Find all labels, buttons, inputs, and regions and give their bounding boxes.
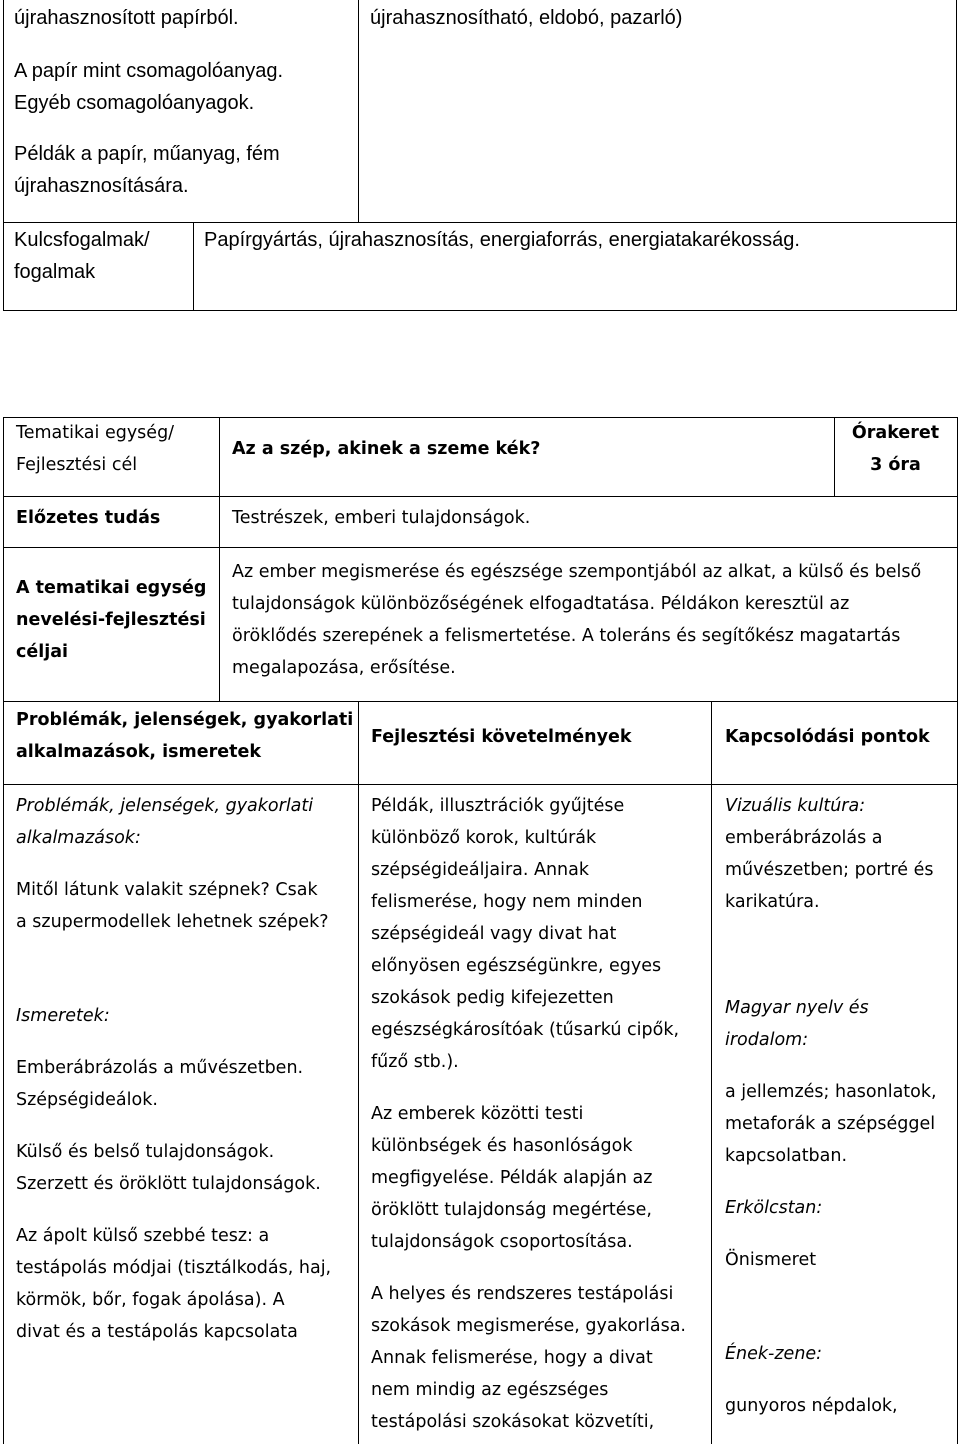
text-line: felismerése, hogy nem minden <box>371 892 643 912</box>
goals-label <box>16 572 206 668</box>
table-border <box>3 417 4 1444</box>
text-line: a szupermodellek lehetnek szépek? <box>16 912 329 932</box>
text-line: Erkölcstan: <box>725 1198 823 1218</box>
text-line: A papír mint csomagolóanyag. <box>14 60 284 82</box>
table-border <box>219 417 220 702</box>
table-border <box>358 0 359 222</box>
hours-value: 3 óra <box>870 455 921 475</box>
table-border <box>711 701 712 1444</box>
table-border <box>3 0 4 311</box>
text-line: gunyoros népdalok, <box>725 1396 898 1416</box>
text-line: szépségideáljaira. Annak <box>371 860 589 880</box>
col-header-problems <box>16 704 353 768</box>
text-line: Előzetes tudás <box>16 508 161 528</box>
packaging-text <box>14 55 283 119</box>
text-line: alkalmazások, ismeretek <box>16 742 261 762</box>
text-line: Annak felismerése, hogy a divat <box>371 1348 653 1368</box>
text-line: újrahasznosítható, eldobó, pazarló) <box>370 7 683 29</box>
text-line: egészségkárosítóak (tűsarkú cipők, <box>371 1020 680 1040</box>
text-line: testápolás módjai (tisztálkodás, haj, <box>16 1258 332 1278</box>
text-line: újrahasznosított papírból. <box>14 7 239 29</box>
text-line: újrahasznosítására. <box>14 175 189 197</box>
goals-text <box>232 556 921 684</box>
text-line: Mitől látunk valakit szépnek? Csak <box>16 880 318 900</box>
text-line: művészetben; portré és <box>725 860 934 880</box>
table-border <box>193 222 194 311</box>
text-line: Egyéb csomagolóanyagok. <box>14 92 255 114</box>
text-line: Szépségideálok. <box>16 1090 158 1110</box>
text-line: A helyes és rendszeres testápolási <box>371 1284 674 1304</box>
text-line: Testrészek, emberi tulajdonságok. <box>232 508 531 528</box>
knowledge-item-3 <box>16 1220 331 1348</box>
text-line: megfigyelése. Példák alapján az <box>371 1168 653 1188</box>
text-line: megalapozása, erősítése. <box>232 658 456 678</box>
music-text <box>725 1390 937 1422</box>
text-line: irodalom: <box>725 1030 809 1050</box>
col-header-connections <box>725 721 930 753</box>
requirement-paragraph-3 <box>371 1278 686 1438</box>
requirement-paragraph-1 <box>371 790 686 1078</box>
text-line: testápolási szokásokat közvetíti, <box>371 1412 655 1432</box>
literature-heading <box>725 992 937 1056</box>
text-line: öröklődés szerepének a felismertetése. A toleráns és segítőkész magatartás <box>232 626 901 646</box>
text-line: Fejlesztési követelmények <box>371 727 632 747</box>
ethics-text <box>725 1244 937 1276</box>
text-line: tulajdonságok csoportosítása. <box>371 1232 633 1252</box>
ethics-heading <box>725 1192 937 1224</box>
col1-body <box>16 790 331 1348</box>
text-line: karikatúra. <box>725 892 820 912</box>
key-concepts-value <box>204 224 800 256</box>
problems-heading <box>16 790 331 854</box>
unit-title <box>232 433 540 465</box>
text-line: céljai <box>16 642 69 662</box>
hours-cell <box>834 417 957 481</box>
text-line: körmök, bőr, fogak ápolása). A <box>16 1290 285 1310</box>
text-line: Szerzett és öröklött tulajdonságok. <box>16 1174 321 1194</box>
unit-label <box>16 417 174 481</box>
text-line: fogalmak <box>14 261 96 283</box>
text-line: Magyar nyelv és <box>725 998 869 1018</box>
text-line: Tematikai egység/ <box>16 423 175 443</box>
text-line: szokások pedig kifejezetten <box>371 988 614 1008</box>
table-border <box>358 701 359 1444</box>
hours-label: Órakeret <box>851 423 940 443</box>
top-row1-left <box>14 2 239 34</box>
text-line: szokások megismerése, gyakorlása. <box>371 1316 686 1336</box>
table-border <box>3 547 958 548</box>
literature-text <box>725 1076 937 1172</box>
text-line: öröklött tulajdonság megértése, <box>371 1200 652 1220</box>
table-border <box>3 701 958 702</box>
text-line: nevelési-fejlesztési <box>16 610 206 630</box>
knowledge-item-2 <box>16 1136 331 1200</box>
text-line: Példák a papír, műanyag, fém <box>14 143 280 165</box>
text-line: Vizuális kultúra: <box>725 796 866 816</box>
top-row1-right <box>370 2 682 34</box>
table-border <box>3 222 957 223</box>
text-line: Az ember megismerése és egészsége szempontjából az alkat, a külső és belső <box>232 562 922 582</box>
knowledge-item-1 <box>16 1052 331 1116</box>
text-line: Példák, illusztrációk gyűjtése <box>371 796 625 816</box>
table-border <box>957 417 958 1444</box>
music-heading <box>725 1338 937 1370</box>
text-line: különböző korok, kultúrák <box>371 828 597 848</box>
visual-culture-heading <box>725 790 937 822</box>
text-line: Problémák, jelenségek, gyakorlati <box>16 796 314 816</box>
text-line: A tematikai egység <box>16 578 207 598</box>
knowledge-heading <box>16 1000 331 1032</box>
text-line: alkalmazások: <box>16 828 141 848</box>
text-line: tulajdonságok különbözőségének elfogadtatása. Példákon keresztül az <box>232 594 850 614</box>
prior-knowledge-label <box>16 502 160 534</box>
text-line: Az emberek közötti testi <box>371 1104 584 1124</box>
text-line: Problémák, jelenségek, gyakorlati <box>16 710 354 730</box>
visual-culture-text <box>725 822 937 918</box>
text-line: Ismeretek: <box>16 1006 110 1026</box>
text-line: fűző stb.). <box>371 1052 459 1072</box>
text-line: Kulcsfogalmak/ <box>14 229 150 251</box>
text-line: különbségek és hasonlóságok <box>371 1136 633 1156</box>
col3-body <box>725 790 937 1422</box>
text-line: szépségideál vagy divat hat <box>371 924 617 944</box>
text-line: metaforák a szépséggel <box>725 1114 936 1134</box>
text-line: nem mindig az egészséges <box>371 1380 609 1400</box>
text-line: emberábrázolás a <box>725 828 883 848</box>
table-border <box>3 496 958 497</box>
col-header-requirements <box>371 721 632 753</box>
text-line: Az ápolt külső szebbé tesz: a <box>16 1226 270 1246</box>
requirement-paragraph-2 <box>371 1098 686 1258</box>
table-border <box>956 0 957 311</box>
text-line: Fejlesztési cél <box>16 455 138 475</box>
key-concepts-label <box>14 224 150 288</box>
text-line: Az a szép, akinek a szeme kék? <box>232 439 541 459</box>
text-line: divat és a testápolás kapcsolata <box>16 1322 298 1342</box>
text-line: előnyösen egészségünkre, egyes <box>371 956 662 976</box>
text-line: Külső és belső tulajdonságok. <box>16 1142 275 1162</box>
prior-knowledge-value <box>232 502 530 534</box>
text-line: a jellemzés; hasonlatok, <box>725 1082 937 1102</box>
text-line: kapcsolatban. <box>725 1146 848 1166</box>
text-line: Önismeret <box>725 1250 817 1270</box>
table-border <box>3 310 957 311</box>
recycling-examples-text <box>14 138 280 202</box>
questions-text <box>16 874 331 938</box>
text-line: Papírgyártás, újrahasznosítás, energiaforrás, energiatakarékosság. <box>204 229 800 251</box>
table-border <box>3 784 958 785</box>
text-line: Ének-zene: <box>725 1344 823 1364</box>
col2-body <box>371 790 686 1438</box>
text-line: Emberábrázolás a művészetben. <box>16 1058 304 1078</box>
text-line: Kapcsolódási pontok <box>725 727 930 747</box>
